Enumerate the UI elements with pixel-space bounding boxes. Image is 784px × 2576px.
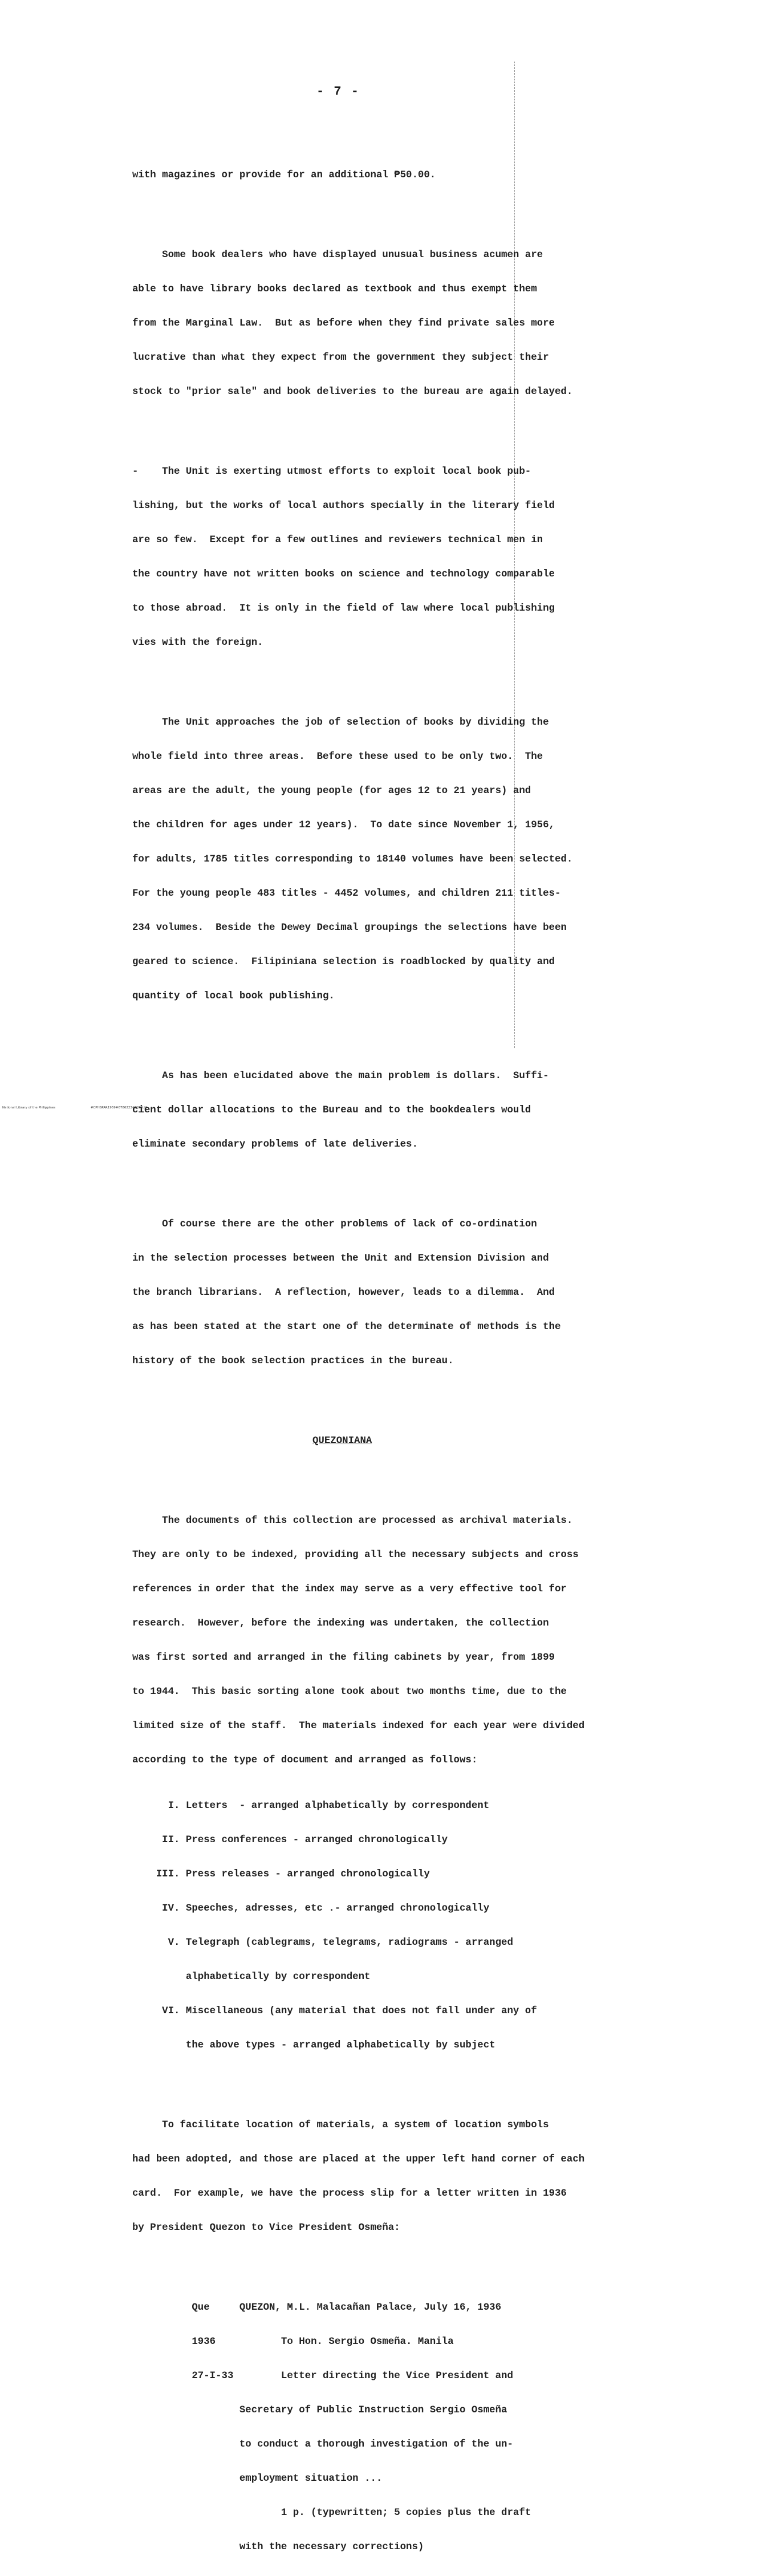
document-body <box>132 136 623 2576</box>
text-line: by President Quezon to Vice President Osmeña: <box>132 2222 400 2233</box>
list-item: II. Press conferences - arranged chronologically <box>132 1835 448 1846</box>
text-line: able to have library books declared as textbook and thus exempt them <box>132 284 537 295</box>
text-line: the branch librarians. A reflection, however, leads to a dilemma. And <box>132 1287 555 1298</box>
text-line: are so few. Except for a few outlines and reviewers technical men in <box>132 535 543 546</box>
process-slip-line: 1936 To Hon. Sergio Osmeña. Manila <box>132 2337 454 2347</box>
text-line: The documents of this collection are processed as archival materials. <box>132 1515 573 1526</box>
process-slip-line: 1 p. (typewritten; 5 copies plus the draft <box>132 2508 531 2518</box>
text-line: as has been stated at the start one of the determinate of methods is the <box>132 1322 561 1332</box>
process-slip-line: employment situation ... <box>132 2473 383 2484</box>
text-line: The Unit approaches the job of selection of books by dividing the <box>132 717 549 728</box>
text-line: references in order that the index may serve as a very effective tool for <box>132 1584 567 1595</box>
text-line: areas are the adult, the young people (for ages 12 to 21 years) and <box>132 786 531 797</box>
text-line: As has been elucidated above the main problem is dollars. Suffi- <box>132 1071 549 1082</box>
section-heading: QUEZONIANA <box>312 1436 372 1447</box>
text-line: in the selection processes between the Unit and Extension Division and <box>132 1253 549 1264</box>
process-slip-line: to conduct a thorough investigation of the un- <box>132 2439 513 2450</box>
text-line: had been adopted, and those are placed at the upper left hand corner of each <box>132 2154 585 2165</box>
text-line: research. However, before the indexing was undertaken, the collection <box>132 1618 549 1629</box>
text-line: vies with the foreign. <box>132 637 263 648</box>
process-slip-line: Secretary of Public Instruction Sergio Osmeña <box>132 2405 507 2416</box>
list-item: I. Letters - arranged alphabetically by correspondent <box>132 1801 490 1811</box>
text-line: geared to science. Filipiniana selection is roadblocked by quality and <box>132 957 555 968</box>
footer-library: National Library of the Philippines <box>2 1106 56 1110</box>
text-line: To facilitate location of materials, a system of location symbols <box>132 2120 549 2131</box>
text-line: from the Marginal Law. But as before when they find private sales more <box>132 318 555 329</box>
text-line: history of the book selection practices in the bureau. <box>132 1356 454 1367</box>
text-line: whole field into three areas. Before these used to be only two. The <box>132 751 543 762</box>
text-line: Of course there are the other problems of lack of co-ordination <box>132 1219 537 1230</box>
text-line: stock to "prior sale" and book deliveries to the bureau are again delayed. <box>132 387 573 397</box>
list-item: VI. Miscellaneous (any material that does not fall under any of <box>132 2006 537 2017</box>
text-line: - The Unit is exerting utmost efforts to exploit local book pub- <box>132 466 531 477</box>
text-line: the country have not written books on science and technology comparable <box>132 569 555 580</box>
list-item: the above types - arranged alphabetically by subject <box>132 2040 495 2051</box>
list-item: alphabetically by correspondent <box>132 1972 371 1982</box>
text-line: for adults, 1785 titles corresponding to 18140 volumes have been selected. <box>132 854 573 865</box>
text-line: cient dollar allocations to the Bureau and to the bookdealers would <box>132 1105 531 1116</box>
list-item: III. Press releases - arranged chronologically <box>132 1869 430 1880</box>
text-line: was first sorted and arranged in the filing cabinets by year, from 1899 <box>132 1652 555 1663</box>
text-line: to 1944. This basic sorting alone took about two months time, due to the <box>132 1687 567 1697</box>
text-line: eliminate secondary problems of late deliveries. <box>132 1139 418 1150</box>
text-line: For the young people 483 titles - 4452 volumes, and children 211 titles- <box>132 888 561 899</box>
text-line: card. For example, we have the process slip for a letter written in 1936 <box>132 2188 567 2199</box>
list-item: V. Telegraph (cablegrams, telegrams, radiograms - arranged <box>132 1937 513 1948</box>
text-line: to those abroad. It is only in the field of law where local publishing <box>132 603 555 614</box>
scan-footer <box>2 1106 181 1110</box>
text-line: limited size of the staff. The materials indexed for each year were divided <box>132 1721 585 1732</box>
text-line: 234 volumes. Beside the Dewey Decimal groupings the selections have been <box>132 923 567 933</box>
page-number: - 7 - <box>316 84 360 99</box>
text-line: with magazines or provide for an additional ₱50.00. <box>132 170 436 181</box>
text-line: They are only to be indexed, providing all the necessary subjects and cross <box>132 1550 579 1561</box>
text-line: according to the type of document and arranged as follows: <box>132 1755 478 1766</box>
text-line: lucrative than what they expect from the government they subject their <box>132 352 549 363</box>
list-item: IV. Speeches, adresses, etc .- arranged chronologically <box>132 1903 490 1914</box>
text-line: quantity of local book publishing. <box>132 991 335 1002</box>
text-line: the children for ages under 12 years). To date since November 1, 1956, <box>132 820 555 831</box>
footer-code: #CPHSPAR1959#0786223#0006.tif <box>90 1106 147 1110</box>
process-slip-line: Que QUEZON, M.L. Malacañan Palace, July 16, 1936 <box>132 2302 502 2313</box>
text-line: lishing, but the works of local authors specially in the literary field <box>132 501 555 511</box>
text-line: Some book dealers who have displayed unusual business acumen are <box>132 250 543 261</box>
process-slip-line: with the necessary corrections) <box>132 2542 424 2553</box>
process-slip-line: 27-I-33 Letter directing the Vice President and <box>132 2371 513 2382</box>
